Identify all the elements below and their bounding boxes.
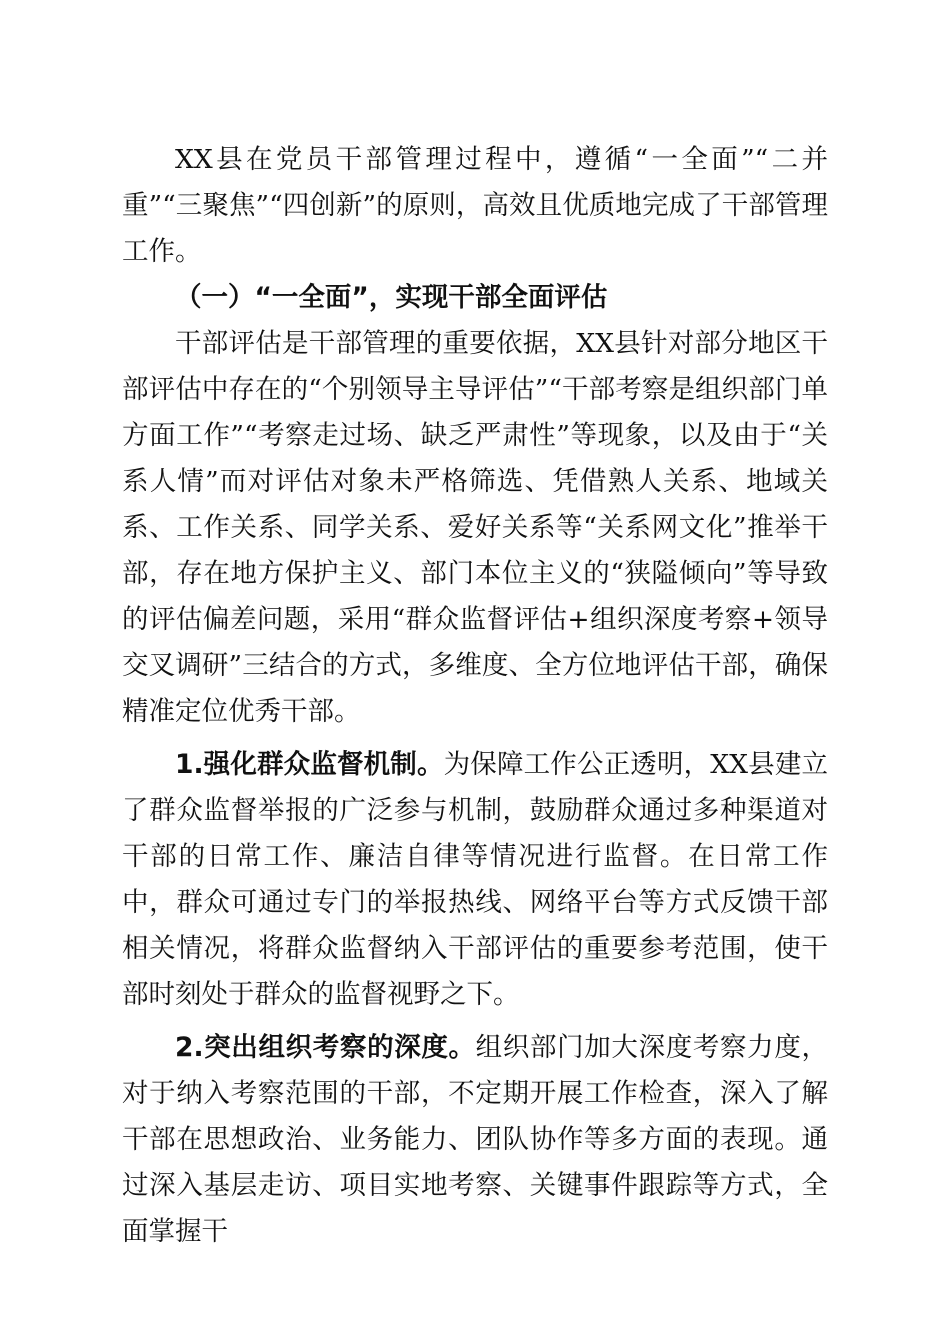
section-heading: （一）“一全面”，实现干部全面评估	[175, 282, 608, 313]
section-body-paragraph: 干部评估是干部管理的重要依据，XX县针对部分地区干部评估中存在的“个别领导主导评估”“干部考察是组织部门单方面工作”“考察走过场、缺乏严肃性”等现象，以及由于“关系人情”而对评估对象未严格筛选、凭借熟人关系、地域关系、工作关系、同学关系、爱好关系等“关系网文化”推举干部，存在地方保护主义、部门本位主义的“狭隘倾向”等导致的评估偏差问题，采用“群众监督评估+组织深度考察+领导交叉调研”三结合的方式，多维度、全方位地评估干部，确保精准定位优秀干部。	[122, 328, 828, 727]
item-2-body: 组织部门加大深度考察力度，对于纳入考察范围的干部，不定期开展工作检查，深入了解干部在思想政治、业务能力、团队协作等多方面的表现。通过深入基层走访、项目实地考察、关键事件跟踪等方式，全面掌握干	[122, 1032, 828, 1247]
document-body	[122, 137, 828, 1255]
item-2-paragraph	[122, 1025, 828, 1255]
item-1-body: 为保障工作公正透明，XX县建立了群众监督举报的广泛参与机制，鼓励群众通过多种渠道对干部的日常工作、廉洁自律等情况进行监督。在日常工作中，群众可通过专门的举报热线、网络平台等方式反馈干部相关情况，将群众监督纳入干部评估的重要参考范围，使干部时刻处于群众的监督视野之下。	[122, 749, 828, 1010]
intro-paragraph: XX县在党员干部管理过程中，遵循“一全面”“二并重”“三聚焦”“四创新”的原则，高效且优质地完成了干部管理工作。	[122, 144, 828, 267]
item-1-lead: 1.强化群众监督机制。	[175, 749, 444, 780]
item-2-lead: 2.突出组织考察的深度。	[175, 1032, 476, 1063]
item-1-paragraph	[122, 742, 828, 1018]
